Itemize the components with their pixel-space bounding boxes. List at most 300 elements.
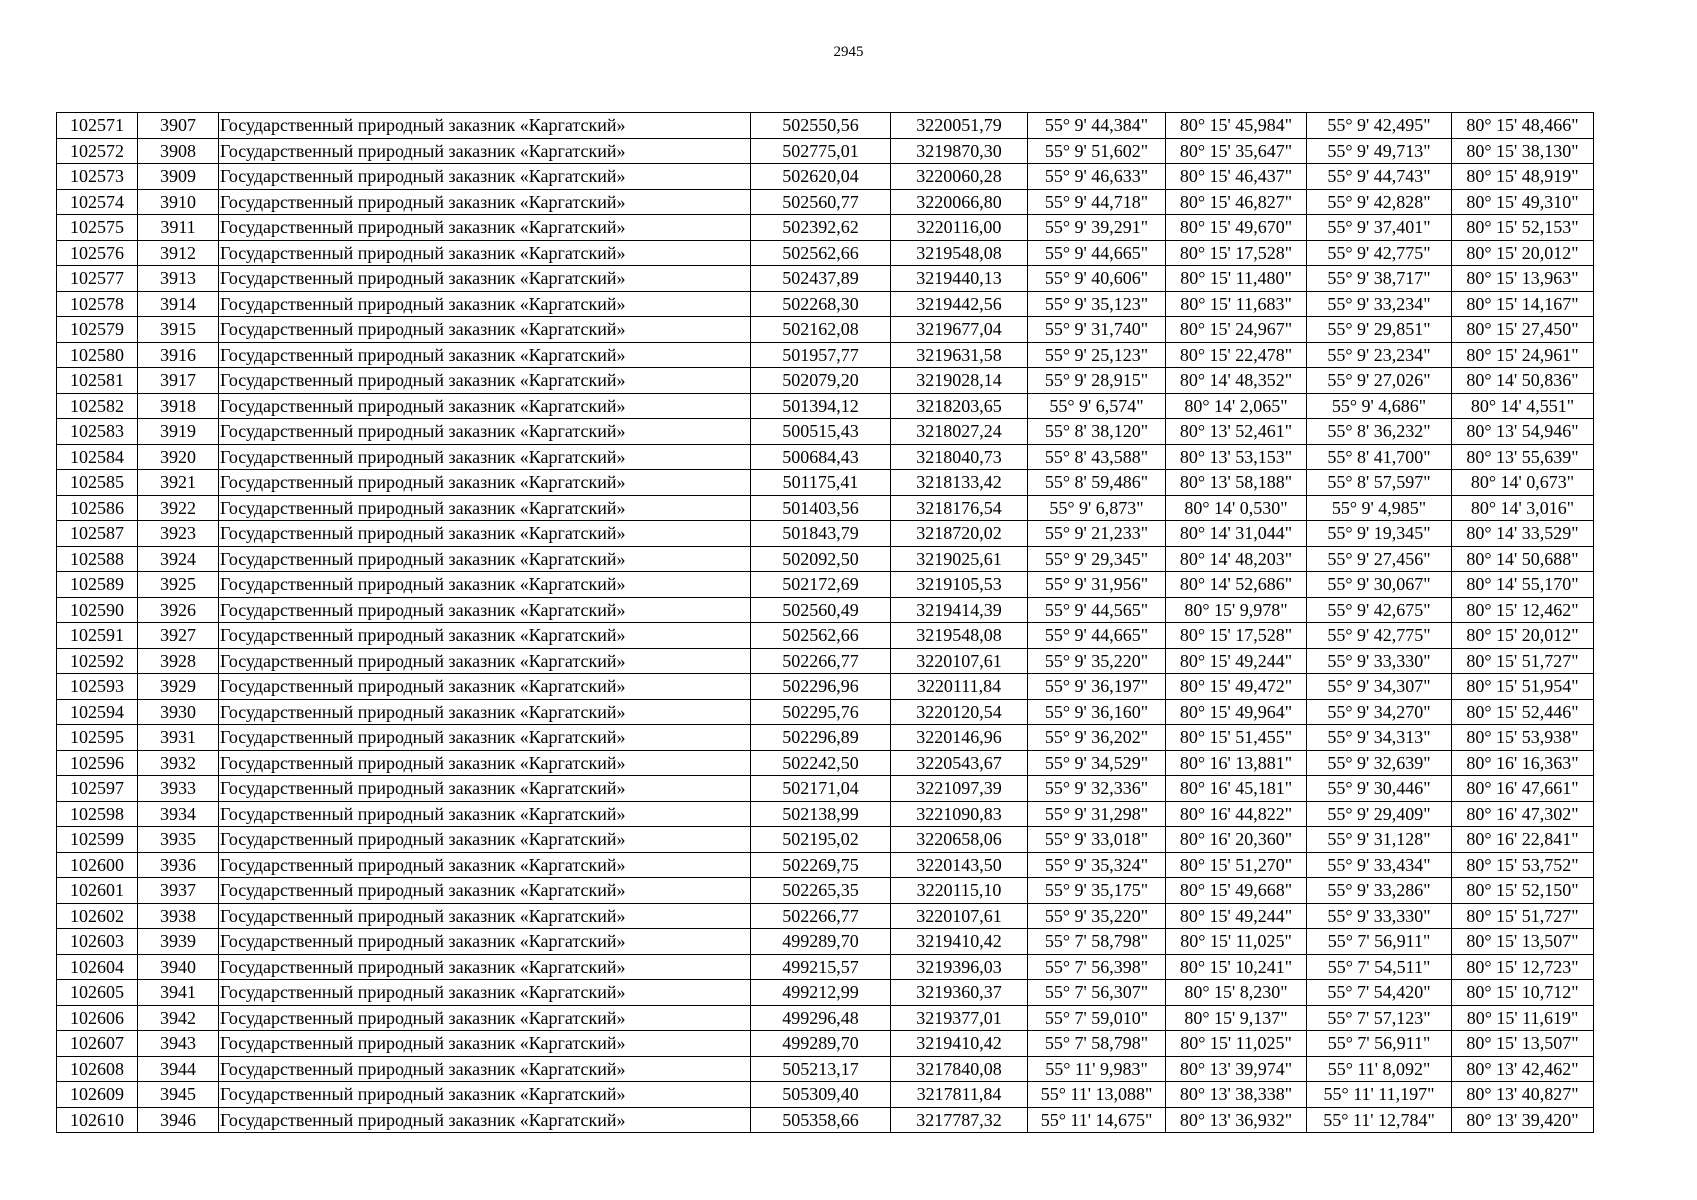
table-row <box>57 291 1594 317</box>
longitude-1-cell: 80° 15' 46,437" <box>1166 164 1307 190</box>
table-row <box>57 827 1594 853</box>
y-coordinate-cell: 3219105,53 <box>891 572 1028 598</box>
x-coordinate-cell: 502296,89 <box>751 725 891 751</box>
longitude-2-cell: 80° 14' 0,673" <box>1452 470 1594 496</box>
record-number-cell: 102608 <box>57 1056 138 1082</box>
x-coordinate-cell: 502392,62 <box>751 215 891 241</box>
table-row <box>57 852 1594 878</box>
longitude-1-cell: 80° 13' 53,153" <box>1166 444 1307 470</box>
latitude-1-cell: 55° 9' 35,324" <box>1028 852 1166 878</box>
table-row <box>57 189 1594 215</box>
x-coordinate-cell: 502620,04 <box>751 164 891 190</box>
record-number-cell: 102579 <box>57 317 138 343</box>
latitude-2-cell: 55° 9' 33,286" <box>1307 878 1452 904</box>
table-row <box>57 878 1594 904</box>
y-coordinate-cell: 3219677,04 <box>891 317 1028 343</box>
point-number-cell: 3935 <box>138 827 219 853</box>
object-name-cell: Государственный природный заказник «Каргатский» <box>219 138 751 164</box>
latitude-2-cell: 55° 7' 54,511" <box>1307 954 1452 980</box>
y-coordinate-cell: 3220107,61 <box>891 648 1028 674</box>
point-number-cell: 3918 <box>138 393 219 419</box>
x-coordinate-cell: 502295,76 <box>751 699 891 725</box>
table-row <box>57 266 1594 292</box>
table-row <box>57 521 1594 547</box>
longitude-1-cell: 80° 15' 10,241" <box>1166 954 1307 980</box>
y-coordinate-cell: 3217787,32 <box>891 1107 1028 1133</box>
record-number-cell: 102585 <box>57 470 138 496</box>
x-coordinate-cell: 502171,04 <box>751 776 891 802</box>
latitude-2-cell: 55° 11' 12,784" <box>1307 1107 1452 1133</box>
object-name-cell: Государственный природный заказник «Каргатский» <box>219 1082 751 1108</box>
table-row <box>57 215 1594 241</box>
longitude-2-cell: 80° 13' 42,462" <box>1452 1056 1594 1082</box>
x-coordinate-cell: 501843,79 <box>751 521 891 547</box>
latitude-1-cell: 55° 11' 14,675" <box>1028 1107 1166 1133</box>
latitude-1-cell: 55° 9' 36,197" <box>1028 674 1166 700</box>
longitude-2-cell: 80° 15' 24,961" <box>1452 342 1594 368</box>
longitude-1-cell: 80° 15' 46,827" <box>1166 189 1307 215</box>
table-row <box>57 597 1594 623</box>
longitude-2-cell: 80° 15' 38,130" <box>1452 138 1594 164</box>
y-coordinate-cell: 3218133,42 <box>891 470 1028 496</box>
latitude-2-cell: 55° 9' 34,307" <box>1307 674 1452 700</box>
table-row <box>57 801 1594 827</box>
record-number-cell: 102595 <box>57 725 138 751</box>
latitude-2-cell: 55° 9' 27,026" <box>1307 368 1452 394</box>
latitude-1-cell: 55° 9' 35,123" <box>1028 291 1166 317</box>
x-coordinate-cell: 502437,89 <box>751 266 891 292</box>
longitude-2-cell: 80° 15' 13,507" <box>1452 1031 1594 1057</box>
y-coordinate-cell: 3219631,58 <box>891 342 1028 368</box>
longitude-2-cell: 80° 15' 49,310" <box>1452 189 1594 215</box>
latitude-1-cell: 55° 7' 56,398" <box>1028 954 1166 980</box>
latitude-1-cell: 55° 9' 44,665" <box>1028 240 1166 266</box>
point-number-cell: 3940 <box>138 954 219 980</box>
record-number-cell: 102601 <box>57 878 138 904</box>
latitude-2-cell: 55° 8' 41,700" <box>1307 444 1452 470</box>
record-number-cell: 102576 <box>57 240 138 266</box>
x-coordinate-cell: 502562,66 <box>751 623 891 649</box>
longitude-1-cell: 80° 13' 58,188" <box>1166 470 1307 496</box>
record-number-cell: 102607 <box>57 1031 138 1057</box>
object-name-cell: Государственный природный заказник «Каргатский» <box>219 240 751 266</box>
latitude-2-cell: 55° 9' 30,067" <box>1307 572 1452 598</box>
object-name-cell: Государственный природный заказник «Каргатский» <box>219 317 751 343</box>
latitude-2-cell: 55° 9' 42,675" <box>1307 597 1452 623</box>
object-name-cell: Государственный природный заказник «Каргатский» <box>219 725 751 751</box>
latitude-2-cell: 55° 9' 19,345" <box>1307 521 1452 547</box>
longitude-2-cell: 80° 15' 20,012" <box>1452 240 1594 266</box>
table-row <box>57 1056 1594 1082</box>
latitude-2-cell: 55° 9' 44,743" <box>1307 164 1452 190</box>
record-number-cell: 102578 <box>57 291 138 317</box>
point-number-cell: 3909 <box>138 164 219 190</box>
record-number-cell: 102596 <box>57 750 138 776</box>
point-number-cell: 3932 <box>138 750 219 776</box>
object-name-cell: Государственный природный заказник «Каргатский» <box>219 444 751 470</box>
longitude-1-cell: 80° 15' 49,244" <box>1166 903 1307 929</box>
longitude-1-cell: 80° 16' 44,822" <box>1166 801 1307 827</box>
table-row <box>57 980 1594 1006</box>
y-coordinate-cell: 3218203,65 <box>891 393 1028 419</box>
point-number-cell: 3945 <box>138 1082 219 1108</box>
longitude-1-cell: 80° 15' 17,528" <box>1166 623 1307 649</box>
longitude-2-cell: 80° 14' 3,016" <box>1452 495 1594 521</box>
x-coordinate-cell: 499289,70 <box>751 929 891 955</box>
latitude-2-cell: 55° 9' 38,717" <box>1307 266 1452 292</box>
table-row <box>57 1031 1594 1057</box>
longitude-2-cell: 80° 15' 51,727" <box>1452 648 1594 674</box>
object-name-cell: Государственный природный заказник «Каргатский» <box>219 572 751 598</box>
object-name-cell: Государственный природный заказник «Каргатский» <box>219 368 751 394</box>
record-number-cell: 102599 <box>57 827 138 853</box>
y-coordinate-cell: 3219548,08 <box>891 623 1028 649</box>
longitude-1-cell: 80° 15' 22,478" <box>1166 342 1307 368</box>
table-row <box>57 903 1594 929</box>
object-name-cell: Государственный природный заказник «Каргатский» <box>219 980 751 1006</box>
object-name-cell: Государственный природный заказник «Каргатский» <box>219 113 751 139</box>
point-number-cell: 3919 <box>138 419 219 445</box>
latitude-2-cell: 55° 11' 11,197" <box>1307 1082 1452 1108</box>
record-number-cell: 102581 <box>57 368 138 394</box>
longitude-2-cell: 80° 15' 14,167" <box>1452 291 1594 317</box>
table-row <box>57 317 1594 343</box>
x-coordinate-cell: 502266,77 <box>751 648 891 674</box>
x-coordinate-cell: 502266,77 <box>751 903 891 929</box>
point-number-cell: 3911 <box>138 215 219 241</box>
table-row <box>57 750 1594 776</box>
longitude-2-cell: 80° 15' 48,466" <box>1452 113 1594 139</box>
longitude-2-cell: 80° 16' 22,841" <box>1452 827 1594 853</box>
y-coordinate-cell: 3219548,08 <box>891 240 1028 266</box>
object-name-cell: Государственный природный заказник «Каргатский» <box>219 495 751 521</box>
y-coordinate-cell: 3220120,54 <box>891 699 1028 725</box>
longitude-2-cell: 80° 15' 53,752" <box>1452 852 1594 878</box>
x-coordinate-cell: 502195,02 <box>751 827 891 853</box>
longitude-2-cell: 80° 15' 52,446" <box>1452 699 1594 725</box>
x-coordinate-cell: 499289,70 <box>751 1031 891 1057</box>
y-coordinate-cell: 3218176,54 <box>891 495 1028 521</box>
latitude-2-cell: 55° 9' 29,409" <box>1307 801 1452 827</box>
longitude-1-cell: 80° 15' 11,025" <box>1166 1031 1307 1057</box>
record-number-cell: 102592 <box>57 648 138 674</box>
longitude-2-cell: 80° 15' 53,938" <box>1452 725 1594 751</box>
point-number-cell: 3920 <box>138 444 219 470</box>
latitude-2-cell: 55° 9' 42,495" <box>1307 113 1452 139</box>
point-number-cell: 3936 <box>138 852 219 878</box>
x-coordinate-cell: 501957,77 <box>751 342 891 368</box>
record-number-cell: 102609 <box>57 1082 138 1108</box>
latitude-1-cell: 55° 9' 33,018" <box>1028 827 1166 853</box>
longitude-1-cell: 80° 13' 36,932" <box>1166 1107 1307 1133</box>
latitude-2-cell: 55° 8' 36,232" <box>1307 419 1452 445</box>
y-coordinate-cell: 3219025,61 <box>891 546 1028 572</box>
y-coordinate-cell: 3220051,79 <box>891 113 1028 139</box>
point-number-cell: 3937 <box>138 878 219 904</box>
longitude-1-cell: 80° 15' 11,683" <box>1166 291 1307 317</box>
record-number-cell: 102577 <box>57 266 138 292</box>
table-body <box>57 113 1594 1133</box>
latitude-1-cell: 55° 9' 25,123" <box>1028 342 1166 368</box>
object-name-cell: Государственный природный заказник «Каргатский» <box>219 1005 751 1031</box>
latitude-1-cell: 55° 9' 44,665" <box>1028 623 1166 649</box>
x-coordinate-cell: 502242,50 <box>751 750 891 776</box>
record-number-cell: 102598 <box>57 801 138 827</box>
latitude-1-cell: 55° 7' 58,798" <box>1028 1031 1166 1057</box>
table-row <box>57 342 1594 368</box>
latitude-2-cell: 55° 9' 34,313" <box>1307 725 1452 751</box>
longitude-1-cell: 80° 15' 8,230" <box>1166 980 1307 1006</box>
point-number-cell: 3912 <box>138 240 219 266</box>
point-number-cell: 3929 <box>138 674 219 700</box>
latitude-1-cell: 55° 9' 21,233" <box>1028 521 1166 547</box>
longitude-2-cell: 80° 15' 52,153" <box>1452 215 1594 241</box>
record-number-cell: 102586 <box>57 495 138 521</box>
longitude-2-cell: 80° 15' 48,919" <box>1452 164 1594 190</box>
record-number-cell: 102587 <box>57 521 138 547</box>
latitude-1-cell: 55° 8' 38,120" <box>1028 419 1166 445</box>
table-row <box>57 419 1594 445</box>
latitude-2-cell: 55° 11' 8,092" <box>1307 1056 1452 1082</box>
latitude-1-cell: 55° 7' 58,798" <box>1028 929 1166 955</box>
longitude-2-cell: 80° 15' 20,012" <box>1452 623 1594 649</box>
latitude-1-cell: 55° 9' 6,574" <box>1028 393 1166 419</box>
latitude-1-cell: 55° 9' 44,565" <box>1028 597 1166 623</box>
latitude-2-cell: 55° 9' 49,713" <box>1307 138 1452 164</box>
latitude-1-cell: 55° 9' 35,220" <box>1028 648 1166 674</box>
latitude-2-cell: 55° 9' 33,434" <box>1307 852 1452 878</box>
object-name-cell: Государственный природный заказник «Каргатский» <box>219 189 751 215</box>
table-row <box>57 240 1594 266</box>
latitude-1-cell: 55° 11' 9,983" <box>1028 1056 1166 1082</box>
longitude-1-cell: 80° 15' 45,984" <box>1166 113 1307 139</box>
latitude-2-cell: 55° 9' 42,828" <box>1307 189 1452 215</box>
record-number-cell: 102571 <box>57 113 138 139</box>
y-coordinate-cell: 3219028,14 <box>891 368 1028 394</box>
object-name-cell: Государственный природный заказник «Каргатский» <box>219 291 751 317</box>
table-row <box>57 546 1594 572</box>
record-number-cell: 102610 <box>57 1107 138 1133</box>
table-row <box>57 674 1594 700</box>
table-row <box>57 470 1594 496</box>
point-number-cell: 3942 <box>138 1005 219 1031</box>
table-row <box>57 113 1594 139</box>
x-coordinate-cell: 502092,50 <box>751 546 891 572</box>
point-number-cell: 3934 <box>138 801 219 827</box>
point-number-cell: 3913 <box>138 266 219 292</box>
y-coordinate-cell: 3217840,08 <box>891 1056 1028 1082</box>
y-coordinate-cell: 3219396,03 <box>891 954 1028 980</box>
latitude-2-cell: 55° 7' 57,123" <box>1307 1005 1452 1031</box>
record-number-cell: 102588 <box>57 546 138 572</box>
latitude-2-cell: 55° 9' 27,456" <box>1307 546 1452 572</box>
latitude-1-cell: 55° 9' 36,160" <box>1028 699 1166 725</box>
table-row <box>57 776 1594 802</box>
record-number-cell: 102574 <box>57 189 138 215</box>
object-name-cell: Государственный природный заказник «Каргатский» <box>219 674 751 700</box>
point-number-cell: 3908 <box>138 138 219 164</box>
latitude-1-cell: 55° 9' 35,220" <box>1028 903 1166 929</box>
table-row <box>57 929 1594 955</box>
longitude-2-cell: 80° 14' 55,170" <box>1452 572 1594 598</box>
longitude-2-cell: 80° 15' 51,727" <box>1452 903 1594 929</box>
object-name-cell: Государственный природный заказник «Каргатский» <box>219 342 751 368</box>
y-coordinate-cell: 3219440,13 <box>891 266 1028 292</box>
y-coordinate-cell: 3220111,84 <box>891 674 1028 700</box>
point-number-cell: 3925 <box>138 572 219 598</box>
longitude-2-cell: 80° 16' 47,661" <box>1452 776 1594 802</box>
y-coordinate-cell: 3220143,50 <box>891 852 1028 878</box>
object-name-cell: Государственный природный заказник «Каргатский» <box>219 827 751 853</box>
latitude-2-cell: 55° 7' 56,911" <box>1307 929 1452 955</box>
latitude-1-cell: 55° 9' 44,718" <box>1028 189 1166 215</box>
object-name-cell: Государственный природный заказник «Каргатский» <box>219 164 751 190</box>
latitude-1-cell: 55° 9' 46,633" <box>1028 164 1166 190</box>
x-coordinate-cell: 499296,48 <box>751 1005 891 1031</box>
x-coordinate-cell: 502265,35 <box>751 878 891 904</box>
table-row <box>57 164 1594 190</box>
object-name-cell: Государственный природный заказник «Каргатский» <box>219 648 751 674</box>
record-number-cell: 102572 <box>57 138 138 164</box>
y-coordinate-cell: 3220116,00 <box>891 215 1028 241</box>
record-number-cell: 102600 <box>57 852 138 878</box>
longitude-2-cell: 80° 14' 50,688" <box>1452 546 1594 572</box>
longitude-2-cell: 80° 13' 40,827" <box>1452 1082 1594 1108</box>
table-row <box>57 138 1594 164</box>
latitude-1-cell: 55° 9' 31,740" <box>1028 317 1166 343</box>
latitude-1-cell: 55° 9' 31,298" <box>1028 801 1166 827</box>
table-row <box>57 699 1594 725</box>
x-coordinate-cell: 501394,12 <box>751 393 891 419</box>
y-coordinate-cell: 3219410,42 <box>891 1031 1028 1057</box>
latitude-1-cell: 55° 7' 59,010" <box>1028 1005 1166 1031</box>
latitude-1-cell: 55° 8' 59,486" <box>1028 470 1166 496</box>
longitude-1-cell: 80° 15' 49,668" <box>1166 878 1307 904</box>
point-number-cell: 3931 <box>138 725 219 751</box>
longitude-1-cell: 80° 15' 24,967" <box>1166 317 1307 343</box>
latitude-1-cell: 55° 9' 44,384" <box>1028 113 1166 139</box>
latitude-1-cell: 55° 9' 39,291" <box>1028 215 1166 241</box>
x-coordinate-cell: 502296,96 <box>751 674 891 700</box>
latitude-1-cell: 55° 7' 56,307" <box>1028 980 1166 1006</box>
point-number-cell: 3922 <box>138 495 219 521</box>
longitude-1-cell: 80° 14' 2,065" <box>1166 393 1307 419</box>
latitude-1-cell: 55° 9' 28,915" <box>1028 368 1166 394</box>
object-name-cell: Государственный природный заказник «Каргатский» <box>219 954 751 980</box>
latitude-1-cell: 55° 9' 6,873" <box>1028 495 1166 521</box>
object-name-cell: Государственный природный заказник «Каргатский» <box>219 852 751 878</box>
y-coordinate-cell: 3220107,61 <box>891 903 1028 929</box>
record-number-cell: 102606 <box>57 1005 138 1031</box>
y-coordinate-cell: 3221090,83 <box>891 801 1028 827</box>
record-number-cell: 102593 <box>57 674 138 700</box>
latitude-2-cell: 55° 7' 54,420" <box>1307 980 1452 1006</box>
x-coordinate-cell: 502775,01 <box>751 138 891 164</box>
y-coordinate-cell: 3220066,80 <box>891 189 1028 215</box>
point-number-cell: 3939 <box>138 929 219 955</box>
longitude-1-cell: 80° 13' 39,974" <box>1166 1056 1307 1082</box>
x-coordinate-cell: 505358,66 <box>751 1107 891 1133</box>
latitude-2-cell: 55° 9' 4,686" <box>1307 393 1452 419</box>
record-number-cell: 102580 <box>57 342 138 368</box>
latitude-2-cell: 55° 9' 42,775" <box>1307 240 1452 266</box>
record-number-cell: 102573 <box>57 164 138 190</box>
table-row <box>57 444 1594 470</box>
y-coordinate-cell: 3220115,10 <box>891 878 1028 904</box>
object-name-cell: Государственный природный заказник «Каргатский» <box>219 699 751 725</box>
point-number-cell: 3933 <box>138 776 219 802</box>
table-row <box>57 368 1594 394</box>
point-number-cell: 3910 <box>138 189 219 215</box>
point-number-cell: 3930 <box>138 699 219 725</box>
latitude-2-cell: 55° 9' 34,270" <box>1307 699 1452 725</box>
y-coordinate-cell: 3218027,24 <box>891 419 1028 445</box>
longitude-1-cell: 80° 15' 51,270" <box>1166 852 1307 878</box>
longitude-1-cell: 80° 15' 11,025" <box>1166 929 1307 955</box>
longitude-1-cell: 80° 14' 0,530" <box>1166 495 1307 521</box>
longitude-2-cell: 80° 14' 50,836" <box>1452 368 1594 394</box>
object-name-cell: Государственный природный заказник «Каргатский» <box>219 597 751 623</box>
longitude-2-cell: 80° 14' 4,551" <box>1452 393 1594 419</box>
y-coordinate-cell: 3219377,01 <box>891 1005 1028 1031</box>
object-name-cell: Государственный природный заказник «Каргатский» <box>219 546 751 572</box>
point-number-cell: 3923 <box>138 521 219 547</box>
record-number-cell: 102597 <box>57 776 138 802</box>
longitude-2-cell: 80° 13' 39,420" <box>1452 1107 1594 1133</box>
record-number-cell: 102575 <box>57 215 138 241</box>
point-number-cell: 3917 <box>138 368 219 394</box>
object-name-cell: Государственный природный заказник «Каргатский» <box>219 215 751 241</box>
y-coordinate-cell: 3219870,30 <box>891 138 1028 164</box>
x-coordinate-cell: 501403,56 <box>751 495 891 521</box>
object-name-cell: Государственный природный заказник «Каргатский» <box>219 801 751 827</box>
x-coordinate-cell: 502138,99 <box>751 801 891 827</box>
longitude-2-cell: 80° 15' 52,150" <box>1452 878 1594 904</box>
object-name-cell: Государственный природный заказник «Каргатский» <box>219 1107 751 1133</box>
table-row <box>57 393 1594 419</box>
latitude-2-cell: 55° 9' 42,775" <box>1307 623 1452 649</box>
longitude-2-cell: 80° 15' 13,963" <box>1452 266 1594 292</box>
longitude-1-cell: 80° 13' 52,461" <box>1166 419 1307 445</box>
y-coordinate-cell: 3218040,73 <box>891 444 1028 470</box>
y-coordinate-cell: 3220658,06 <box>891 827 1028 853</box>
point-number-cell: 3924 <box>138 546 219 572</box>
latitude-2-cell: 55° 9' 33,234" <box>1307 291 1452 317</box>
longitude-1-cell: 80° 15' 49,472" <box>1166 674 1307 700</box>
longitude-1-cell: 80° 15' 11,480" <box>1166 266 1307 292</box>
longitude-1-cell: 80° 15' 49,244" <box>1166 648 1307 674</box>
longitude-2-cell: 80° 13' 54,946" <box>1452 419 1594 445</box>
point-number-cell: 3916 <box>138 342 219 368</box>
y-coordinate-cell: 3220543,67 <box>891 750 1028 776</box>
latitude-2-cell: 55° 9' 32,639" <box>1307 750 1452 776</box>
table-row <box>57 495 1594 521</box>
longitude-2-cell: 80° 15' 51,954" <box>1452 674 1594 700</box>
y-coordinate-cell: 3219414,39 <box>891 597 1028 623</box>
x-coordinate-cell: 505309,40 <box>751 1082 891 1108</box>
x-coordinate-cell: 499212,99 <box>751 980 891 1006</box>
longitude-1-cell: 80° 16' 13,881" <box>1166 750 1307 776</box>
latitude-2-cell: 55° 9' 31,128" <box>1307 827 1452 853</box>
record-number-cell: 102589 <box>57 572 138 598</box>
record-number-cell: 102604 <box>57 954 138 980</box>
latitude-1-cell: 55° 9' 51,602" <box>1028 138 1166 164</box>
longitude-1-cell: 80° 15' 51,455" <box>1166 725 1307 751</box>
latitude-2-cell: 55° 9' 30,446" <box>1307 776 1452 802</box>
y-coordinate-cell: 3220146,96 <box>891 725 1028 751</box>
y-coordinate-cell: 3221097,39 <box>891 776 1028 802</box>
latitude-2-cell: 55° 8' 57,597" <box>1307 470 1452 496</box>
